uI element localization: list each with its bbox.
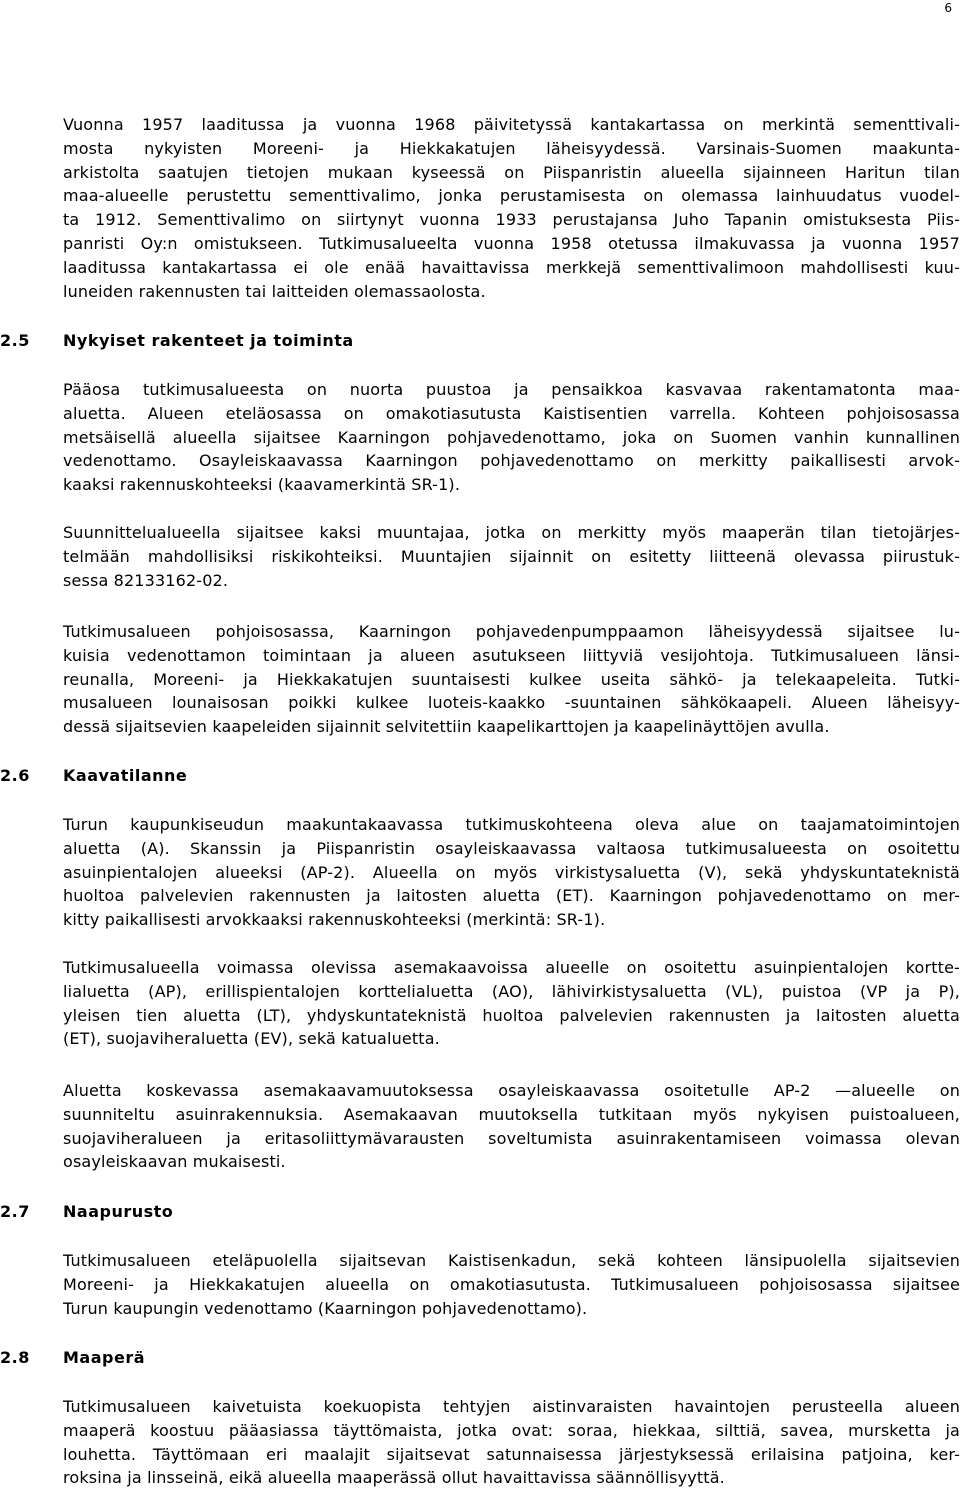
text-line: aluetta. Alueen eteläosassa on omakotiasutusta Kaistisentien varrella. Kohteen pohjoisosassa bbox=[63, 403, 960, 423]
text-line: maaperä koostuu pääasiassa täyttömaista, jotka ovat: soraa, hiekkaa, silttiä, savea, mursketta ja bbox=[63, 1420, 960, 1440]
section-number: 2.8 bbox=[0, 1348, 30, 1367]
section-title: Kaavatilanne bbox=[63, 766, 188, 785]
text-line: lialuetta (AP), erillispientalojen korttelialuetta (AO), lähivirkistysaluetta (VL), puistoa (VP ja P), bbox=[63, 981, 960, 1001]
text-line: metsäisellä alueella sijaitsee Kaarningon pohjavedenottamo, joka on Suomen vanhin kunnallinen bbox=[63, 427, 960, 447]
text-line: Turun kaupungin vedenottamo (Kaarningon pohjavedenottamo). bbox=[63, 1298, 588, 1318]
text-line: ta 1912. Sementtivalimo on siirtynyt vuonna 1933 perustajansa Juho Tapanin omistuksesta Piis- bbox=[63, 210, 960, 230]
text-line: kaaksi rakennuskohteeksi (kaavamerkintä SR-1). bbox=[63, 475, 461, 495]
text-line: Tutkimusalueen kaivetuista koekuopista tehtyjen aistinvaraisten havaintojen perusteella alueen bbox=[63, 1397, 960, 1416]
section-title: Nykyiset rakenteet ja toiminta bbox=[63, 331, 354, 350]
text-line: suojaviheralueen ja eritasoliittymävarausten soveltumista asuinrakentamiseen voimassa olevan bbox=[63, 1128, 960, 1148]
text-line: Tutkimusalueen pohjoisosassa, Kaarningon pohjavedenpumppaamon läheisyydessä sijaitsee lu- bbox=[63, 622, 960, 641]
text-line: aluetta (A). Skanssin ja Piispanristin osayleiskaavassa valtaosa tutkimusalueesta on osoitettu bbox=[63, 838, 960, 858]
text-line: kuisia vedenottamon toimintaan ja alueen asutukseen liittyviä vesijohtoja. Tutkimusalueen länsi- bbox=[63, 645, 960, 665]
section-number: 2.6 bbox=[0, 766, 30, 785]
text-line: roksina ja linsseinä, eikä alueella maaperässä ollut havaittavissa säännöllisyyttä. bbox=[63, 1468, 725, 1488]
text-line: Tutkimusalueen eteläpuolella sijaitsevan Kaistisenkadun, sekä kohteen länsipuolella sijaitsevien bbox=[63, 1251, 960, 1270]
text-line: musalueen lounaisosan poikki kulkee luoteis-kaakko -suuntainen sähkökaapeli. Alueen läheisyy- bbox=[63, 693, 960, 713]
text-line: Pääosa tutkimusalueesta on nuorta puustoa ja pensaikkoa kasvavaa rakentamatonta maa- bbox=[63, 380, 960, 399]
text-line: laaditussa kantakartassa ei ole enää havaittavissa merkkejä sementtivalimoon mahdollisesti kuu- bbox=[63, 257, 960, 277]
text-line: yleisen tien aluetta (LT), yhdyskuntateknistä huoltoa palvelevien rakennusten ja laitosten aluetta bbox=[63, 1005, 960, 1025]
text-line: louhetta. Täyttömaan eri maalajit sijaitsevat satunnaisessa järjestyksessä erilaisina patjoina, ker- bbox=[63, 1444, 960, 1464]
text-line: dessä sijaitsevien kaapeleiden sijainnit selvitettiin kaapelikarttojen ja kaapelinäyttöjen avulla. bbox=[63, 717, 830, 737]
text-line: osayleiskaavan mukaisesti. bbox=[63, 1152, 286, 1172]
text-line: Vuonna 1957 laaditussa ja vuonna 1968 päivitetyssä kantakartassa on merkintä sementtivali- bbox=[63, 115, 960, 134]
text-line: panristi Oy:n omistukseen. Tutkimusalueelta vuonna 1958 otetussa ilmakuvassa ja vuonna 1957 bbox=[63, 233, 960, 253]
text-line: kitty paikallisesti arvokkaaksi rakennuskohteeksi (merkintä: SR-1). bbox=[63, 910, 606, 930]
paragraph-2-6-1 bbox=[63, 813, 960, 932]
text-line: vedenottamo. Osayleiskaavassa Kaarningon pohjavedenottamo on merkitty paikallisesti arvok- bbox=[63, 451, 960, 471]
paragraph-2-5-1 bbox=[63, 378, 960, 497]
paragraph-2-8-1 bbox=[63, 1395, 960, 1490]
text-line: maa-alueelle perustettu sementtivalimo, jonka perustamisesta on olemassa lainhuudatus vuodel- bbox=[63, 186, 960, 206]
text-line: huoltoa palvelevien rakennusten ja laitosten aluetta (ET). Kaarningon pohjavedenottamo on mer- bbox=[63, 886, 960, 906]
text-line: suunniteltu asuinrakennuksia. Asemakaavan muutoksella tutkitaan myös nykyisen puistoalueen, bbox=[63, 1104, 960, 1124]
text-line: telmään mahdollisiksi riskikohteiksi. Muuntajien sijainnit on esitetty liitteenä olevassa piirustuk- bbox=[63, 546, 960, 566]
section-number: 2.5 bbox=[0, 331, 30, 350]
paragraph-2-5-3 bbox=[63, 620, 960, 739]
text-line: Moreeni- ja Hiekkakatujen alueella on omakotiasutusta. Tutkimusalueen pohjoisosassa sijaitsee bbox=[63, 1274, 960, 1294]
text-line: Tutkimusalueella voimassa olevissa asemakaavoissa alueelle on osoitettu asuinpientalojen kortte- bbox=[63, 958, 960, 977]
text-line: reunalla, Moreeni- ja Hiekkakatujen suuntaisesti kulkee useita sähkö- ja telekaapeleita. Tutki- bbox=[63, 669, 960, 689]
paragraph-2-5-2 bbox=[63, 521, 960, 592]
paragraph-2-6-2 bbox=[63, 956, 960, 1051]
text-line: Aluetta koskevassa asemakaavamuutoksessa osayleiskaavassa osoitetulle AP-2 —alueelle on bbox=[63, 1081, 960, 1100]
text-line: mosta nykyisten Moreeni- ja Hiekkakatujen läheisyydessä. Varsinais-Suomen maakunta- bbox=[63, 138, 960, 158]
text-line: Suunnittelualueella sijaitsee kaksi muuntajaa, jotka on merkitty myös maaperän tilan tietojärjes- bbox=[63, 523, 960, 542]
text-line: sessa 82133162-02. bbox=[63, 570, 229, 590]
text-line: luneiden rakennusten tai laitteiden olemassaolosta. bbox=[63, 281, 486, 301]
text-line: Turun kaupunkiseudun maakuntakaavassa tutkimuskohteena oleva alue on taajamatoimintojen bbox=[63, 815, 960, 834]
paragraph-2-6-3 bbox=[63, 1079, 960, 1174]
section-title: Naapurusto bbox=[63, 1202, 174, 1221]
paragraph-intro bbox=[63, 113, 960, 303]
page-number: 6 bbox=[944, 1, 952, 15]
section-number: 2.7 bbox=[0, 1202, 30, 1221]
text-line: (ET), suojaviheraluetta (EV), sekä katualuetta. bbox=[63, 1029, 440, 1049]
paragraph-2-7-1 bbox=[63, 1249, 960, 1320]
text-line: arkistolta saatujen tietojen mukaan kyseessä on Piispanristin alueella sijainneen Haritun tilan bbox=[63, 162, 960, 182]
text-line: asuinpientalojen alueeksi (AP-2). Alueella on myös virkistysaluetta (V), sekä yhdyskuntateknistä bbox=[63, 862, 960, 882]
section-title: Maaperä bbox=[63, 1348, 146, 1367]
